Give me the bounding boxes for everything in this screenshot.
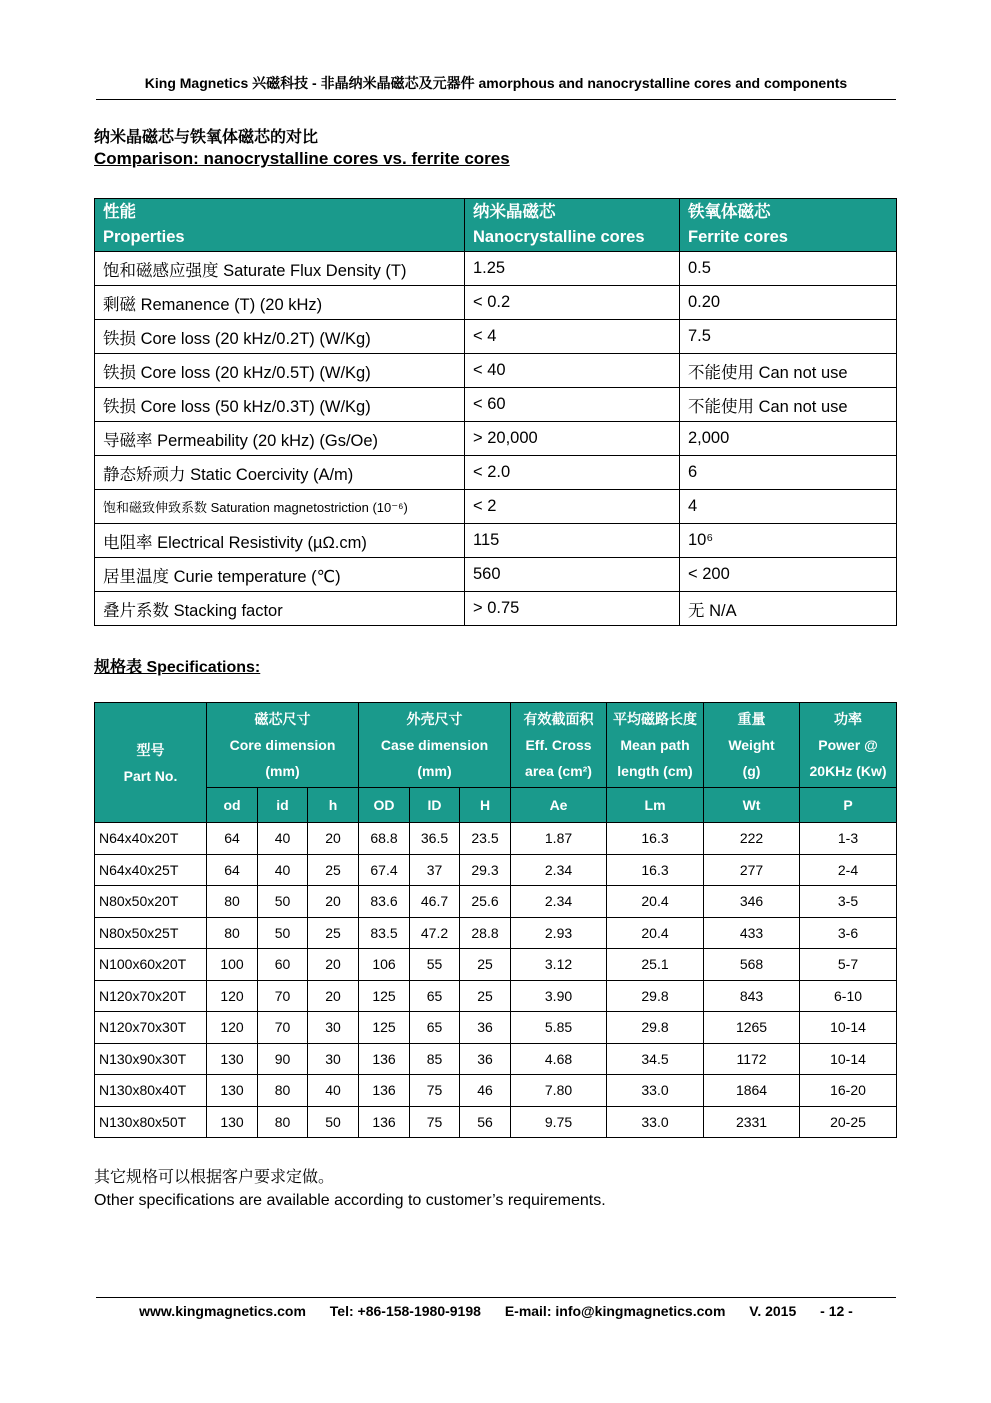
nanocrystalline-cell: < 2.0 [465,456,680,490]
case-id-cell: 65 [410,1012,460,1044]
part-no-cell: N120x70x20T [95,980,207,1012]
case-od-cell: 83.6 [359,886,410,918]
case-id-cell: 36.5 [410,823,460,855]
lm-cell: 20.4 [607,886,704,918]
page-header: King Magnetics 兴磁科技 - 非晶纳米晶磁芯及元器件 amorphous and nanocrystalline cores and components [144,75,848,91]
ae-cell: 1.87 [511,823,607,855]
property-cell: 饱和磁感应强度 Saturate Flux Density (T) [95,252,465,286]
spec-row [95,886,897,918]
comparison-row [95,524,897,558]
core-id-cell: 60 [258,949,308,981]
ae-cell: 7.80 [511,1075,607,1107]
case-id-cell: 37 [410,854,460,886]
subheader-case-h: H [460,788,511,823]
p-cell: 1-3 [800,823,897,855]
lm-cell: 25.1 [607,949,704,981]
footer-divider [96,1297,896,1298]
wt-cell: 843 [704,980,800,1012]
part-no-cell: N100x60x20T [95,949,207,981]
case-od-cell: 125 [359,1012,410,1044]
p-cell: 10-14 [800,1012,897,1044]
core-id-cell: 80 [258,1106,308,1138]
lm-cell: 33.0 [607,1075,704,1107]
ferrite-cell: 10⁶ [680,524,897,558]
case-od-cell: 68.8 [359,823,410,855]
core-id-cell: 50 [258,917,308,949]
property-cell: 导磁率 Permeability (20 kHz) (Gs/Oe) [95,422,465,456]
ferrite-cell: 无 N/A [680,592,897,626]
core-h-cell: 20 [308,886,359,918]
part-no-cell: N130x90x30T [95,1043,207,1075]
core-id-cell: 80 [258,1075,308,1107]
property-cell: 铁损 Core loss (20 kHz/0.5T) (W/Kg) [95,354,465,388]
core-h-cell: 25 [308,917,359,949]
lm-cell: 34.5 [607,1043,704,1075]
comparison-row [95,252,897,286]
comparison-row [95,558,897,592]
spec-row [95,949,897,981]
core-od-cell: 130 [207,1075,258,1107]
property-cell: 电阻率 Electrical Resistivity (µΩ.cm) [95,524,465,558]
nanocrystalline-cell: < 2 [465,490,680,524]
property-cell: 居里温度 Curie temperature (℃) [95,558,465,592]
core-h-cell: 20 [308,980,359,1012]
case-h-cell: 25 [460,949,511,981]
header-nanocrystalline: 纳米晶磁芯 Nanocrystalline cores [465,199,680,252]
spec-row [95,1012,897,1044]
p-cell: 3-6 [800,917,897,949]
core-id-cell: 90 [258,1043,308,1075]
comparison-row [95,456,897,490]
part-no-cell: N64x40x20T [95,823,207,855]
ferrite-cell: 0.5 [680,252,897,286]
comparison-row [95,490,897,524]
ae-cell: 3.12 [511,949,607,981]
comparison-row [95,354,897,388]
spec-row [95,1106,897,1138]
core-id-cell: 40 [258,823,308,855]
property-cell: 铁损 Core loss (50 kHz/0.3T) (W/Kg) [95,388,465,422]
p-cell: 16-20 [800,1075,897,1107]
case-h-cell: 46 [460,1075,511,1107]
ferrite-cell: < 200 [680,558,897,592]
nanocrystalline-cell: < 0.2 [465,286,680,320]
case-h-cell: 36 [460,1043,511,1075]
case-h-cell: 28.8 [460,917,511,949]
header-case-dimension: 外壳尺寸 Case dimension (mm) [359,703,511,788]
subheader-p: P [800,788,897,823]
subheader-case-id: ID [410,788,460,823]
ae-cell: 5.85 [511,1012,607,1044]
ferrite-cell: 0.20 [680,286,897,320]
header-ferrite: 铁氧体磁芯 Ferrite cores [680,199,897,252]
case-id-cell: 85 [410,1043,460,1075]
ae-cell: 4.68 [511,1043,607,1075]
spec-row [95,1075,897,1107]
property-cell: 剩磁 Remanence (T) (20 kHz) [95,286,465,320]
comparison-table [94,198,897,626]
header-weight: 重量 Weight (g) [704,703,800,788]
case-h-cell: 29.3 [460,854,511,886]
p-cell: 3-5 [800,886,897,918]
nanocrystalline-cell: 115 [465,524,680,558]
p-cell: 6-10 [800,980,897,1012]
core-h-cell: 20 [308,823,359,855]
nanocrystalline-cell: 1.25 [465,252,680,286]
core-od-cell: 120 [207,1012,258,1044]
property-cell: 饱和磁致伸致系数 Saturation magnetostriction (10⁻⁶) [95,490,465,524]
case-id-cell: 75 [410,1106,460,1138]
case-h-cell: 25.6 [460,886,511,918]
part-no-cell: N130x80x50T [95,1106,207,1138]
header-divider [96,99,896,100]
case-h-cell: 25 [460,980,511,1012]
spec-sub-header-row [95,788,897,823]
core-h-cell: 25 [308,854,359,886]
nanocrystalline-cell: < 4 [465,320,680,354]
part-no-cell: N64x40x25T [95,854,207,886]
core-od-cell: 130 [207,1106,258,1138]
case-id-cell: 75 [410,1075,460,1107]
comparison-row [95,388,897,422]
header-eff-cross-area: 有效截面积 Eff. Cross area (cm²) [511,703,607,788]
ferrite-cell: 7.5 [680,320,897,354]
ae-cell: 2.34 [511,886,607,918]
core-od-cell: 64 [207,854,258,886]
core-od-cell: 80 [207,917,258,949]
wt-cell: 568 [704,949,800,981]
core-id-cell: 70 [258,980,308,1012]
core-od-cell: 64 [207,823,258,855]
wt-cell: 1265 [704,1012,800,1044]
case-od-cell: 136 [359,1075,410,1107]
subheader-case-od: OD [359,788,410,823]
spec-row [95,980,897,1012]
ferrite-cell: 2,000 [680,422,897,456]
nanocrystalline-cell: 560 [465,558,680,592]
part-no-cell: N80x50x20T [95,886,207,918]
ferrite-cell: 6 [680,456,897,490]
property-cell: 叠片系数 Stacking factor [95,592,465,626]
wt-cell: 222 [704,823,800,855]
comparison-row [95,422,897,456]
core-od-cell: 100 [207,949,258,981]
lm-cell: 16.3 [607,854,704,886]
comparison-title-cn: 纳米晶磁芯与铁氧体磁芯的对比 [94,129,319,146]
nanocrystalline-cell: < 40 [465,354,680,388]
property-cell: 铁损 Core loss (20 kHz/0.2T) (W/Kg) [95,320,465,354]
core-od-cell: 80 [207,886,258,918]
part-no-cell: N130x80x40T [95,1075,207,1107]
specifications-title: 规格表 Specifications: [94,659,261,676]
comparison-header-row [95,199,897,252]
lm-cell: 33.0 [607,1106,704,1138]
core-id-cell: 40 [258,854,308,886]
footer-website[interactable]: www.kingmagnetics.com [139,1303,306,1319]
lm-cell: 20.4 [607,917,704,949]
part-no-cell: N120x70x30T [95,1012,207,1044]
comparison-row [95,592,897,626]
wt-cell: 433 [704,917,800,949]
case-h-cell: 36 [460,1012,511,1044]
header-properties: 性能 Properties [95,199,465,252]
subheader-h: h [308,788,359,823]
core-h-cell: 30 [308,1012,359,1044]
comparison-row [95,320,897,354]
nanocrystalline-cell: > 20,000 [465,422,680,456]
case-h-cell: 23.5 [460,823,511,855]
p-cell: 2-4 [800,854,897,886]
footer-tel: Tel: +86-158-1980-9198 [329,1303,481,1319]
spec-row [95,917,897,949]
subheader-lm: Lm [607,788,704,823]
comparison-title-en: Comparison: nanocrystalline cores vs. ferrite cores [94,149,510,168]
header-part-no: 型号 Part No. [95,703,207,823]
comparison-row [95,286,897,320]
p-cell: 20-25 [800,1106,897,1138]
nanocrystalline-cell: > 0.75 [465,592,680,626]
specifications-table [94,702,897,1138]
page-footer [96,1303,896,1319]
case-h-cell: 56 [460,1106,511,1138]
footer-email[interactable]: E-mail: info@kingmagnetics.com [504,1303,726,1319]
header-core-dimension: 磁芯尺寸 Core dimension (mm) [207,703,359,788]
core-id-cell: 70 [258,1012,308,1044]
ae-cell: 3.90 [511,980,607,1012]
core-h-cell: 30 [308,1043,359,1075]
case-id-cell: 65 [410,980,460,1012]
ferrite-cell: 不能使用 Can not use [680,354,897,388]
note-en: Other specifications are available according to customer’s requirements. [94,1192,606,1209]
case-od-cell: 136 [359,1106,410,1138]
wt-cell: 346 [704,886,800,918]
lm-cell: 16.3 [607,823,704,855]
case-id-cell: 46.7 [410,886,460,918]
subheader-id: id [258,788,308,823]
core-od-cell: 130 [207,1043,258,1075]
core-h-cell: 50 [308,1106,359,1138]
note-cn: 其它规格可以根据客户要求定做。 [94,1169,335,1186]
wt-cell: 2331 [704,1106,800,1138]
ae-cell: 2.34 [511,854,607,886]
header-power: 功率 Power @ 20KHz (Kw) [800,703,897,788]
core-od-cell: 120 [207,980,258,1012]
subheader-ae: Ae [511,788,607,823]
header-mean-path-length: 平均磁路长度 Mean path length (cm) [607,703,704,788]
case-id-cell: 47.2 [410,917,460,949]
ferrite-cell: 不能使用 Can not use [680,388,897,422]
property-cell: 静态矫顽力 Static Coercivity (A/m) [95,456,465,490]
spec-row [95,823,897,855]
ferrite-cell: 4 [680,490,897,524]
wt-cell: 1172 [704,1043,800,1075]
subheader-wt: Wt [704,788,800,823]
p-cell: 5-7 [800,949,897,981]
footer-page-number: - 12 - [820,1303,853,1319]
case-od-cell: 136 [359,1043,410,1075]
case-od-cell: 83.5 [359,917,410,949]
case-id-cell: 55 [410,949,460,981]
case-od-cell: 106 [359,949,410,981]
ae-cell: 2.93 [511,917,607,949]
p-cell: 10-14 [800,1043,897,1075]
spec-row [95,854,897,886]
part-no-cell: N80x50x25T [95,917,207,949]
spec-group-header-row [95,703,897,788]
core-id-cell: 50 [258,886,308,918]
nanocrystalline-cell: < 60 [465,388,680,422]
case-od-cell: 125 [359,980,410,1012]
subheader-od: od [207,788,258,823]
wt-cell: 277 [704,854,800,886]
lm-cell: 29.8 [607,980,704,1012]
footer-version: V. 2015 [749,1303,797,1319]
core-h-cell: 20 [308,949,359,981]
spec-row [95,1043,897,1075]
ae-cell: 9.75 [511,1106,607,1138]
wt-cell: 1864 [704,1075,800,1107]
lm-cell: 29.8 [607,1012,704,1044]
case-od-cell: 67.4 [359,854,410,886]
core-h-cell: 40 [308,1075,359,1107]
